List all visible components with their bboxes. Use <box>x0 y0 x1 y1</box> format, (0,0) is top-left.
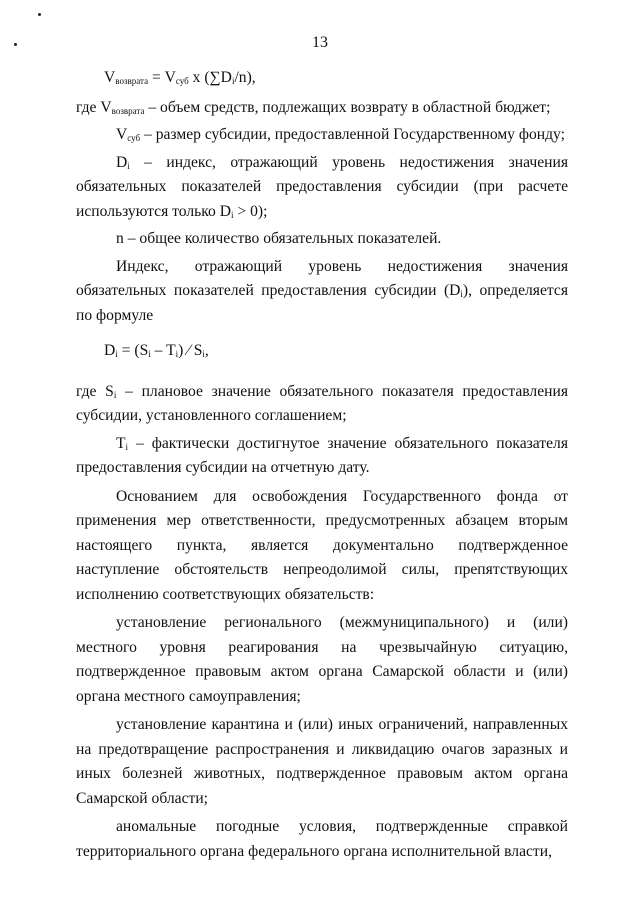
quarantine-paragraph: установление карантина и (или) иных ограничений, направленных на предотвращение распространения и ликвидацию очагов заразных и иных болезней животных, подтвержденное правовым актом органа Самарской области; <box>76 716 568 807</box>
formula-symbol: V <box>104 69 116 86</box>
definition-symbol: T <box>116 434 126 452</box>
definition-text: – объем средств, подлежащих возврату в областной бюджет; <box>144 98 551 116</box>
formula-part: /n), <box>234 69 256 86</box>
formula-subscript: i <box>231 76 235 86</box>
formula-subscript: i <box>115 349 118 359</box>
formula-part: = V <box>148 69 176 86</box>
index-intro-paragraph <box>76 255 568 329</box>
definition-subscript: i <box>231 209 234 220</box>
definition-subscript: суб <box>127 133 141 143</box>
formula-subscript: суб <box>175 76 189 86</box>
emergency-paragraph: установление регионального (межмуниципального) и (или) местного уровня реагирования на чрезвычайную ситуацию, подтвержденное правовым актом органа Самарской области и (или) органа местного самоуправления; <box>76 614 568 705</box>
definition-subscript: возврата <box>111 105 145 116</box>
definition-subscript: i <box>127 160 130 171</box>
paragraph-text: ), определяется по формуле <box>76 282 568 324</box>
definition-subscript: i <box>113 389 117 400</box>
refund-formula <box>76 66 568 91</box>
formula-subscript: i <box>148 349 151 359</box>
paragraph-text: Индекс, отражающий уровень недостижения значения обязательных показателей предоставления субсидии (D <box>76 257 568 299</box>
definition-symbol: где V <box>76 98 112 116</box>
page-number: 13 <box>312 34 328 51</box>
weather-paragraph: аномальные погодные условия, подтвержденные справкой территориального органа федерального органа исполнительной власти, <box>76 818 568 860</box>
definition-text: – плановое значение обязательного показателя предоставления субсидии, установленного соглашением; <box>76 382 569 424</box>
formula-part: , <box>204 342 209 359</box>
formula-symbol: D <box>104 342 116 359</box>
definition-s-i <box>76 380 568 429</box>
formula-subscript: i <box>175 349 179 359</box>
definition-v-sub <box>76 123 568 148</box>
definition-v-refund <box>76 96 568 121</box>
formula-part: x (∑D <box>188 69 232 86</box>
definition-text: – размер субсидии, предоставленной Государственному фонду; <box>140 126 565 143</box>
definition-subscript: i <box>125 441 129 452</box>
definition-text: – фактически достигнутое значение обязательного показателя предоставления субсидии на отчетную дату. <box>76 434 568 476</box>
formula-part: – T <box>150 342 176 359</box>
formula-part: = (S <box>117 342 149 359</box>
formula-subscript: возврата <box>115 76 149 86</box>
scan-speck <box>38 13 41 16</box>
document-body <box>76 64 568 864</box>
basis-paragraph: Основанием для освобождения Государственного фонда от применения мер ответственности, предусмотренных абзацем вторым настоящего пункта, является документально подтвержденное наступление обстоятельств непреодолимой силы, препятствующих исполнению соответствующих обязательств: <box>76 487 568 603</box>
definition-t-i <box>76 432 568 481</box>
definition-d-i <box>76 151 568 225</box>
definition-text: – индекс, отражающий уровень недостижения значения обязательных показателей предоставления субсидии (при расчете используются только D <box>76 153 568 220</box>
formula-subscript: i <box>202 349 205 359</box>
definition-symbol: D <box>116 153 128 171</box>
index-formula <box>76 339 568 364</box>
formula-part: ) ⁄ S <box>178 342 203 359</box>
definition-n: n – общее количество обязательных показателей. <box>116 230 442 247</box>
definition-symbol: где S <box>76 382 114 400</box>
definition-text: > 0); <box>233 202 268 220</box>
definition-symbol: V <box>116 126 128 143</box>
paragraph-subscript: i <box>460 289 463 299</box>
